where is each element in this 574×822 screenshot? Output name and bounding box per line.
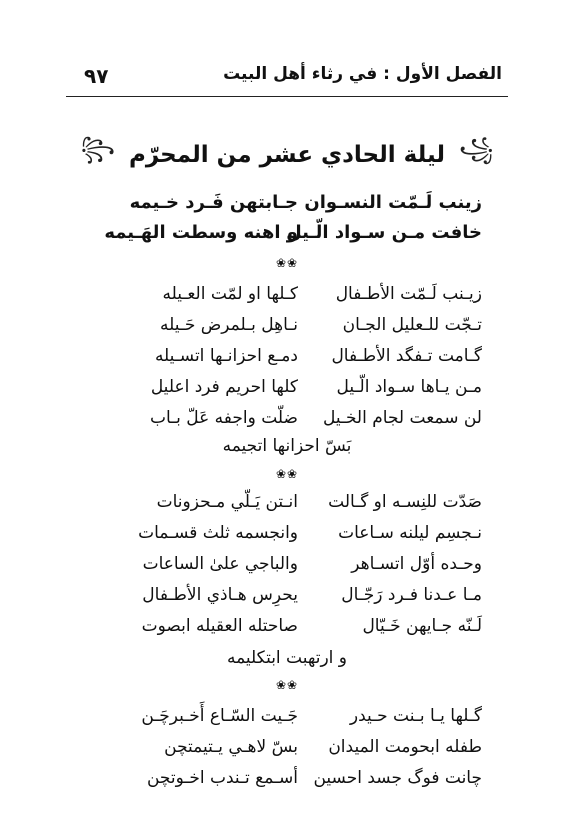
verse-line (0, 554, 574, 584)
verse-second-hemistich: أسـمع تـندب اخـوتچن (146, 768, 298, 788)
poem-title: ليلة الحادي عشر من المحرّم (128, 141, 446, 168)
verse-second-hemistich: جـابتهن فَـرد خـيمه (129, 192, 298, 213)
verse-first-hemistich: لَـنّه جـايهن خَـيّال (362, 616, 482, 636)
verse-second-hemistich: و اهنه وسطت الهَـيمه (104, 222, 298, 243)
verse-line (0, 192, 574, 222)
verse-first-hemistich: زينب لَـمّت النسـوان (304, 192, 482, 213)
verse-first-hemistich: طفله ابحومت الميدان (328, 737, 482, 757)
section-divider-icon: ❀❀ (275, 467, 299, 481)
title-ornament-right-icon: ꧁ (459, 137, 494, 162)
verse-second-hemistich: والباجي علىٰ الساعات (142, 554, 298, 574)
verse-line (0, 222, 574, 252)
verse-first-hemistich: لن سمعت لجام الخـيل (322, 408, 482, 428)
verse-line (0, 706, 574, 736)
verse-line (0, 346, 574, 376)
verse-second-hemistich: ضلّت واجفه عَلّ بـاب (149, 408, 298, 428)
verse-second-hemistich: جَـيت السّـاع أَخـبرچَـن (141, 706, 298, 726)
verse-second-hemistich: يحرِس هـاذي الأطـفال (142, 585, 298, 605)
section-divider-icon: ❀❀ (275, 256, 299, 270)
verse-first-hemistich: خافت مـن سـواد الّـيل (286, 222, 482, 243)
verse-line (0, 408, 574, 438)
title-ornament-left-icon: ꧂ (80, 137, 115, 162)
verse-first-hemistich: زيـنب لَـمّت الأطـفال (335, 284, 482, 304)
verse-first-hemistich: مـن يـاها سـواد الّـيل (336, 377, 482, 397)
verse-first-hemistich: صَدّت للنِسـه او گـالت (328, 492, 482, 512)
verse-first-hemistich: گـامت تـفگد الأطـفال (331, 346, 482, 366)
verse-line (0, 585, 574, 615)
section-divider-icon: ❀❀ (275, 678, 299, 692)
verse-second-hemistich: دمـع احزانـها اتسـيله (154, 346, 298, 366)
verse-first-hemistich: مـا عـدنا فـرد رَجّـال (341, 585, 482, 605)
verse-first-hemistich: نـجسِم ليلنه سـاعات (338, 523, 482, 543)
verse-line (0, 523, 574, 553)
stanza-refrain: و ارتهبت ابتكليمه (226, 648, 347, 668)
verse-line (0, 492, 574, 522)
verse-second-hemistich: وانجسمه ثلث قسـمات (138, 523, 298, 543)
verse-second-hemistich: بسّ لاهـي يـتيمتچن (164, 737, 298, 757)
verse-line (0, 284, 574, 314)
verse-line (0, 737, 574, 767)
header-rule (66, 96, 508, 97)
verse-first-hemistich: وحـده أوّل اتسـاهر (351, 554, 482, 574)
page-header (0, 58, 574, 98)
verse-first-hemistich: چانت فوگ جسد احسين (313, 768, 482, 788)
verse-second-hemistich: كلها احريم فرد اعليل (150, 377, 298, 397)
verse-line (0, 315, 574, 345)
poem-title-row (0, 132, 574, 172)
verse-first-hemistich: گـلها يـا بـنت حـيدر (349, 706, 482, 726)
verse-second-hemistich: صاحتله العقيله ابصوت (141, 616, 298, 636)
verse-first-hemistich: تـجّت للـعليل الجـان (342, 315, 482, 335)
verse-second-hemistich: كـلها او لمّت العـيله (162, 284, 298, 304)
verse-second-hemistich: نـاهِل بـلمرض حَـيله (159, 315, 298, 335)
stanza-refrain: بَسّ احزانها اتجيمه (222, 436, 352, 456)
page-number: ٩٧ (84, 64, 109, 88)
verse-second-hemistich: انـتن يَـلّي مـحزونات (156, 492, 298, 512)
verse-line (0, 768, 574, 798)
running-head: الفصل الأول : في رثاء أهل البيت (223, 64, 502, 84)
verse-line (0, 377, 574, 407)
verse-line (0, 616, 574, 646)
